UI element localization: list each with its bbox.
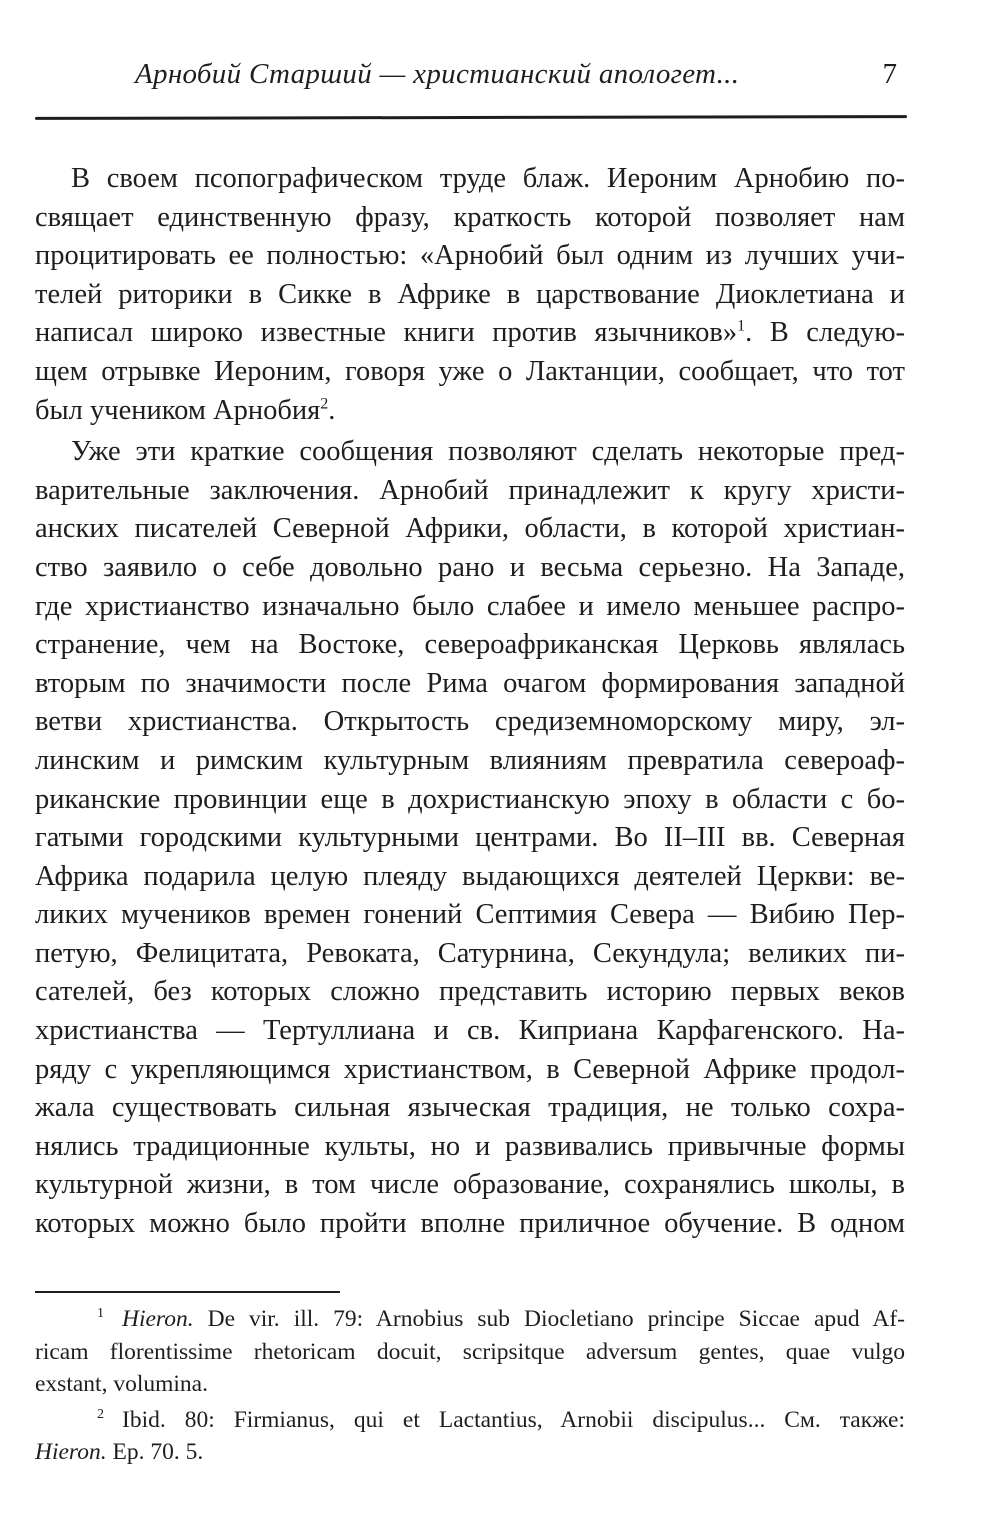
paragraph: [35, 160, 905, 430]
footnote-marker: 2: [320, 395, 329, 413]
text-line: анских писателей Северной Африки, области, в которой христиан-: [35, 513, 905, 545]
footnote-marker: 1: [737, 317, 746, 335]
text-line: линским и римским культурным влияниям превратила североаф-: [35, 744, 905, 776]
header-rule: [35, 115, 907, 120]
text-line: ство заявило о себе довольно рано и весьма серьезно. На Западе,: [35, 551, 905, 583]
footnote: [35, 1303, 905, 1401]
text-line: где христианство изначально было слабее и имело меньшее распро-: [35, 590, 905, 622]
text-line: свящает единственную фразу, краткость которой позволяет нам: [35, 201, 905, 233]
text-line: Hieron. Ep. 70. 5.: [35, 1439, 204, 1465]
text-line: вторым по значимости после Рима очагом формирования западной: [35, 667, 905, 699]
text-line: культурной жизни, в том числе образование, сохранялись школы, в: [35, 1169, 905, 1201]
running-header: [35, 58, 905, 102]
body-text: [35, 160, 905, 1244]
text-line: жала существовать сильная языческая традиция, не только сохра-: [35, 1092, 905, 1124]
text-line: которых можно было пройти вполне приличное обучение. В одном: [35, 1208, 905, 1240]
text-line: петую, Фелицитата, Ревоката, Сатурнина, Секундула; великих пи-: [35, 937, 905, 969]
text-line: ликих мучеников времен гонений Септимия Севера — Вибию Пер-: [35, 899, 905, 931]
text-line: $^1$ Hieron. De vir. ill. 79: Arnobius sub Diocletiano principe Siccae apud Af-: [97, 1306, 905, 1332]
text-line: В своем псопографическом труде блаж. Иероним Арнобию по-: [71, 163, 905, 194]
footnote: [35, 1404, 905, 1469]
footnote-marker: 2: [97, 1406, 104, 1422]
text-line: написал широко известные книги против язычников»$^1$. В следую-: [35, 317, 905, 349]
text-line: $^2$ Ibid. 80: Firmianus, qui et Lactantius, Arnobii discipulus... См. также:: [97, 1406, 905, 1433]
text-line: exstant, volumina.: [35, 1371, 208, 1397]
text-line: гатыми городскими культурными центрами. Во II–III вв. Северная: [35, 822, 905, 854]
text-line: ряду с укрепляющимся христианством, в Северной Африке продол-: [35, 1053, 905, 1085]
text-line: ricam florentissime rhetoricam docuit, scripsitque adversum gentes, quae vulgo: [35, 1338, 905, 1365]
text-line: сателей, без которых сложно представить историю первых веков: [35, 976, 905, 1008]
text-line: Африка подарила целую плеяду выдающихся деятелей Церкви: ве-: [35, 860, 905, 892]
text-line: ветви христианства. Открытость средиземноморскому миру, эл-: [35, 706, 905, 738]
text-line: телей риторики в Сикке в Африке в царствование Диоклетиана и: [35, 278, 905, 310]
text-line: Уже эти краткие сообщения позволяют сделать некоторые пред-: [71, 436, 905, 468]
text-line: был учеником Арнобия$^2$.: [35, 394, 336, 426]
text-line: процитировать ее полностью: «Арнобий был одним из лучших учи-: [35, 240, 905, 272]
footnote-marker: 1: [97, 1306, 104, 1322]
italic-abbreviation: Hieron.: [122, 1306, 194, 1332]
text-line: варительные заключения. Арнобий принадлежит к кругу христи-: [35, 474, 905, 506]
footnote-rule: [35, 1291, 340, 1293]
text-line: странение, чем на Востоке, североафриканская Церковь являлась: [35, 629, 905, 661]
footnotes: [35, 1303, 905, 1469]
text-line: риканские провинции еще в дохристианскую эпоху в области с бо-: [35, 783, 905, 815]
text-line: христианства — Тертуллиана и св. Киприана Карфагенского. На-: [35, 1015, 905, 1047]
paragraph: [35, 433, 905, 1243]
italic-abbreviation: Hieron.: [35, 1439, 107, 1465]
text-line: нялись традиционные культы, но и развивались привычные формы: [35, 1130, 905, 1162]
page-number: 7: [882, 58, 897, 90]
text-line: щем отрывке Иероним, говоря уже о Лактанции, сообщает, что тот: [35, 355, 905, 387]
running-title: Арнобий Старший — христианский апологет...: [135, 58, 740, 90]
